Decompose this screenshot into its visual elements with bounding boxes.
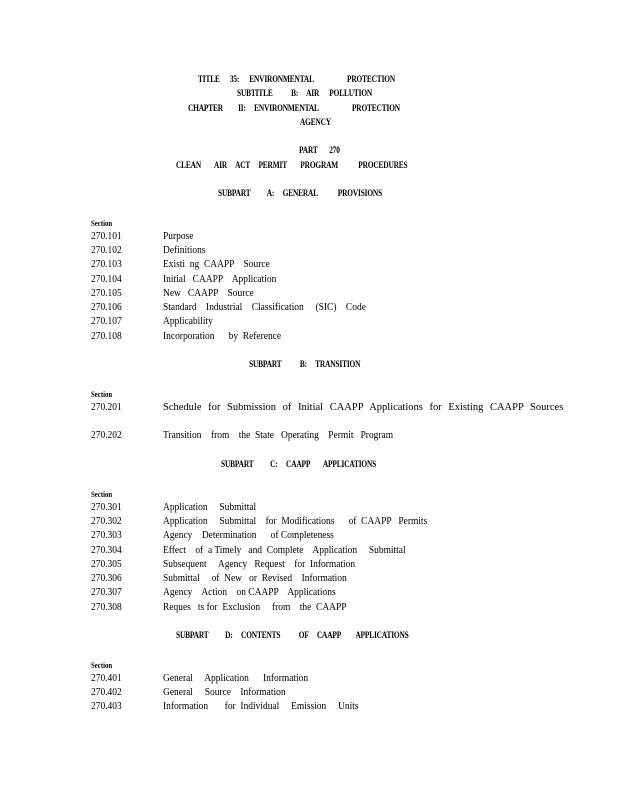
subpart-b-heading: SUBPART B: TRANSITION [249, 359, 361, 369]
section-number: 270.305 [91, 559, 122, 570]
section-label: Section [91, 490, 113, 499]
section-number: 270.308 [91, 602, 122, 613]
section-title: Submittal of New or Revised Information [163, 573, 347, 584]
section-number: 270.106 [91, 302, 122, 313]
section-row [91, 401, 564, 429]
section-number: 270.306 [91, 573, 122, 584]
subpart-d-heading: SUBPART D: CONTENTS OF CAAPP APPLICATIONS [176, 630, 409, 640]
section-title: General Source Information [163, 687, 286, 698]
section-label: Section [91, 661, 113, 670]
subtitle-line: SUBTITLE B: AIR POLLUTION [237, 88, 373, 98]
section-number: 270.202 [91, 430, 122, 441]
section-title: Agency Action on CAAPP Applications [163, 587, 336, 598]
section-number: 270.401 [91, 673, 122, 684]
section-number: 270.304 [91, 545, 122, 556]
agency-line: AGENCY [300, 117, 332, 127]
section-number: 270.302 [91, 516, 122, 527]
section-number: 270.107 [91, 316, 122, 327]
section-title: Initial CAAPP Application [163, 274, 277, 285]
section-title: Incorporation by Reference [163, 331, 282, 342]
section-title: Subsequent Agency Request for Information [163, 559, 356, 570]
section-number: 270.301 [91, 502, 122, 513]
section-title: Standard Industrial Classification (SIC) Code [163, 302, 366, 313]
section-title: Transition from the State Operating Permit Program [163, 430, 394, 441]
section-title: Purpose [163, 231, 194, 242]
section-label: Section [91, 219, 113, 228]
section-title: Application Submittal [163, 502, 257, 513]
section-number: 270.105 [91, 288, 122, 299]
chapter-line: CHAPTER II: ENVIRONMENTAL PROTECTION [188, 103, 400, 113]
section-number: 270.303 [91, 530, 122, 541]
part-title-line: CLEAN AIR ACT PERMIT PROGRAM PROCEDURES [176, 160, 408, 170]
section-number: 270.108 [91, 331, 122, 342]
section-number: 270.403 [91, 701, 122, 712]
section-number: 270.101 [91, 231, 122, 242]
section-number: 270.307 [91, 587, 122, 598]
section-number: 270.402 [91, 687, 122, 698]
section-title: Application Submittal for Modifications of CAAPP Permits [163, 516, 428, 527]
section-title: Definitions [163, 245, 206, 256]
section-number: 270.103 [91, 259, 122, 270]
section-label: Section [91, 390, 113, 399]
section-title: Agency Determination of Completeness [163, 530, 334, 541]
part-line: PART 270 [299, 145, 340, 155]
section-title: Information for Individual Emission Units [163, 701, 359, 712]
section-number: 270.104 [91, 274, 122, 285]
section-title: Existi ng CAAPP Source [163, 259, 270, 270]
subpart-c-heading: SUBPART C: CAAPP APPLICATIONS [221, 459, 377, 469]
section-title: Schedule for Submission of Initial CAAPP Applications for Existing CAAPP Sources [163, 402, 564, 413]
section-number: 270.201 [91, 402, 122, 413]
section-title: New CAAPP Source [163, 288, 254, 299]
section-title: Effect of a Timely and Complete Application Submittal [163, 545, 406, 556]
section-number: 270.102 [91, 245, 122, 256]
title-line: TITLE 35: ENVIRONMENTAL PROTECTION [198, 74, 396, 84]
subpart-a-heading: SUBPART A: GENERAL PROVISIONS [218, 188, 383, 198]
section-title: Reques ts for Exclusion from the CAAPP [163, 602, 347, 613]
section-title: Applicability [163, 316, 213, 327]
section-title: General Application Information [163, 673, 309, 684]
